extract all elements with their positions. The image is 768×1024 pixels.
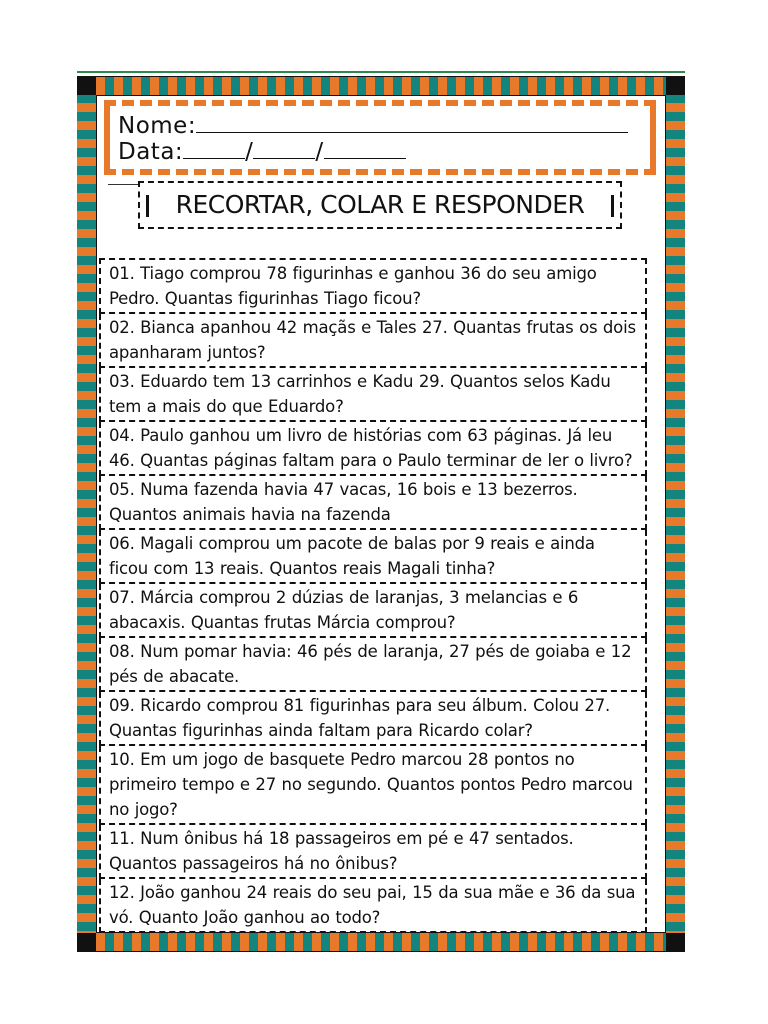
question-item: 03. Eduardo tem 13 carrinhos e Kadu 29. Quantos selos Kadu tem a mais do que Eduardo? bbox=[99, 368, 647, 422]
question-item: 05. Numa fazenda havia 47 vacas, 16 bois e 13 bezerros. Quantos animais havia na fazenda bbox=[99, 476, 647, 530]
date-separator: / bbox=[315, 139, 324, 165]
question-item: 09. Ricardo comprou 81 figurinhas para seu álbum. Colou 27. Quantas figurinhas ainda faltam para Ricardo colar? bbox=[99, 692, 647, 746]
corner-decoration bbox=[666, 76, 685, 95]
date-year-blank[interactable] bbox=[324, 138, 406, 159]
date-separator: / bbox=[245, 139, 254, 165]
question-list bbox=[99, 258, 647, 933]
date-month-blank[interactable] bbox=[253, 138, 315, 159]
question-item: 11. Num ônibus há 18 passageiros em pé e 47 sentados. Quantos passageiros há no ônibus? bbox=[99, 825, 647, 879]
question-item: 04. Paulo ganhou um livro de histórias com 63 páginas. Já leu 46. Quantas páginas faltam para o Paulo terminar de ler o livro? bbox=[99, 422, 647, 476]
question-item: 01. Tiago comprou 78 figurinhas e ganhou 36 do seu amigo Pedro. Quantas figurinhas Tiago ficou? bbox=[99, 258, 647, 314]
name-field[interactable] bbox=[118, 112, 628, 139]
question-item: 10. Em um jogo de basquete Pedro marcou 28 pontos no primeiro tempo e 27 no segundo. Quantos pontos Pedro marcou no jogo? bbox=[99, 746, 647, 825]
corner-decoration bbox=[77, 933, 96, 952]
cut-mark bbox=[108, 184, 138, 185]
question-item: 06. Magali comprou um pacote de balas por 9 reais e ainda ficou com 13 reais. Quantos reais Magali tinha? bbox=[99, 530, 647, 584]
corner-decoration bbox=[77, 76, 96, 95]
date-label: Data: bbox=[118, 139, 184, 165]
date-field[interactable] bbox=[118, 138, 406, 165]
question-item: 02. Bianca apanhou 42 maçãs e Tales 27. Quantas frutas os dois apanharam juntos? bbox=[99, 314, 647, 368]
name-blank[interactable] bbox=[196, 112, 628, 133]
question-item: 07. Márcia comprou 2 dúzias de laranjas, 3 melancias e 6 abacaxis. Quantas frutas Márcia comprou? bbox=[99, 584, 647, 638]
name-label: Nome: bbox=[118, 113, 197, 139]
question-item: 12. João ganhou 24 reais do seu pai, 15 da sua mãe e 36 da sua vó. Quanto João ganhou ao todo? bbox=[99, 879, 647, 933]
corner-decoration bbox=[666, 933, 685, 952]
worksheet-title: RECORTAR, COLAR E RESPONDER bbox=[138, 181, 622, 229]
top-rule bbox=[77, 71, 685, 73]
question-item: 08. Num pomar havia: 46 pés de laranja, 27 pés de goiaba e 12 pés de abacate. bbox=[99, 638, 647, 692]
date-day-blank[interactable] bbox=[183, 138, 245, 159]
